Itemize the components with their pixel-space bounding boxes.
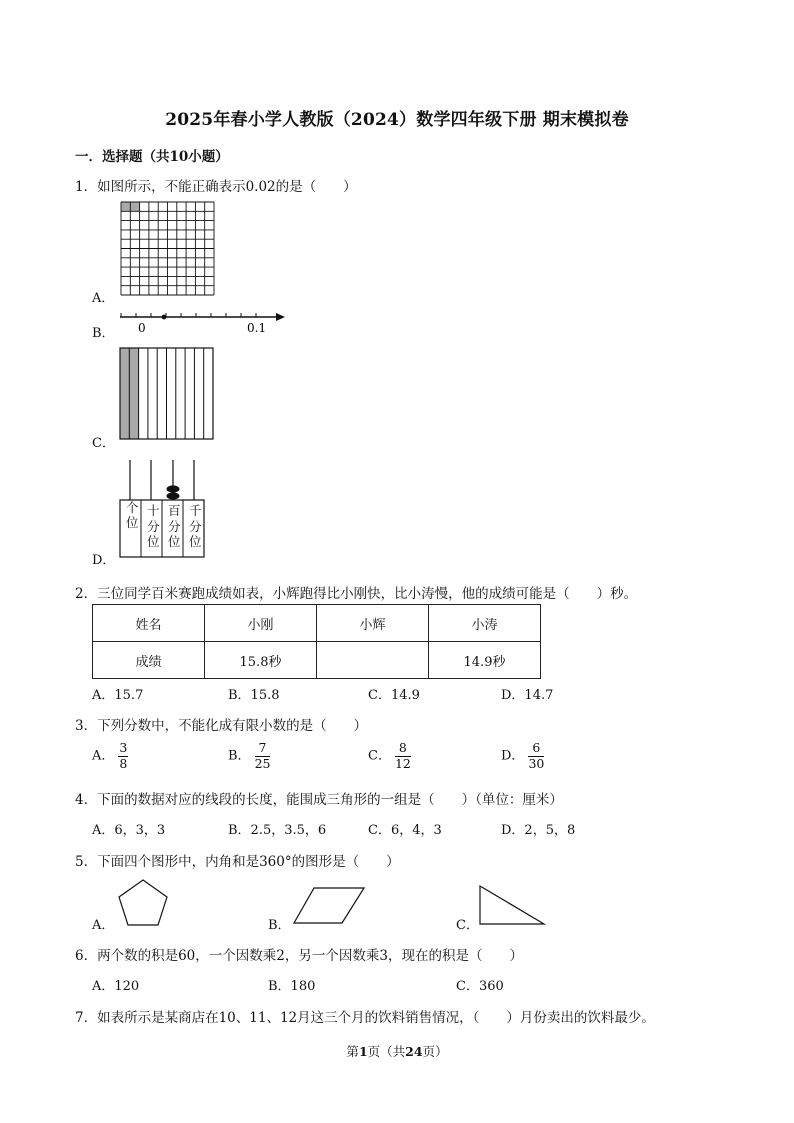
numerator: 3 [119, 740, 128, 755]
option-label: D． [501, 748, 525, 764]
footer-text: 页（共 [367, 1044, 406, 1059]
question-2-stem: 2．三位同学百米赛跑成绩如表，小辉跑得比小刚快，比小涛慢，他的成绩可能是（ ）秒。 [75, 586, 638, 602]
q2-option-d: D．14.7 [501, 688, 554, 703]
right-triangle-figure [477, 884, 547, 926]
q2-option-b: B．15.8 [228, 688, 280, 703]
q4-option-a: A．6，3，3 [92, 823, 166, 838]
denominator: 8 [119, 755, 128, 771]
shaded-cell [130, 202, 139, 211]
q4-option-b: B．2.5，3.5，6 [228, 823, 327, 838]
table-cell: 小刚 [205, 605, 317, 642]
q1-option-b-label: B． [92, 326, 115, 341]
q6-option-b: B．180 [268, 979, 316, 994]
denominator: 25 [254, 755, 271, 771]
abacus-place-ones: 个位 [126, 500, 139, 530]
abacus-place-hundredths: 百分位 [168, 503, 181, 549]
numerator: 6 [528, 742, 544, 757]
shaded-cell [121, 202, 130, 211]
page-title: 2025年春小学人教版（2024）数学四年级下册 期末模拟卷 [165, 110, 629, 130]
parallelogram-figure [292, 886, 366, 926]
q1-option-a-label: A． [92, 291, 115, 306]
number-line-figure [118, 308, 286, 338]
table-cell: 成绩 [93, 642, 205, 679]
denominator: 30 [528, 755, 545, 771]
fraction [395, 742, 411, 770]
option-label: B． [228, 748, 251, 764]
section-heading: 一．选择题（共10小题） [75, 149, 229, 165]
question-3-stem: 3．下列分数中，不能化成有限小数的是（ ） [75, 718, 368, 734]
fraction [528, 742, 544, 770]
fraction [255, 742, 271, 770]
hundred-grid-figure [120, 201, 215, 297]
q5-option-c-label: C． [456, 918, 479, 933]
q3-option-c [368, 742, 411, 770]
table-cell: 姓名 [93, 605, 205, 642]
number-line-point [162, 315, 167, 320]
denominator: 12 [394, 755, 411, 771]
question-5-stem: 5．下面四个图形中，内角和是360°的图形是（ ） [75, 854, 400, 870]
q4-option-d: D．2，5，8 [501, 823, 576, 838]
q2-option-a: A．15.7 [92, 688, 144, 703]
table-header-row [93, 605, 541, 642]
q3-option-b [228, 742, 270, 770]
table-cell: 15.8秒 [205, 642, 317, 679]
option-label: A． [92, 748, 115, 764]
footer-text: 页） [422, 1044, 448, 1059]
tenths-strips-figure [119, 347, 215, 441]
table-cell: 小辉 [317, 605, 429, 642]
q5-option-b-label: B． [268, 918, 291, 933]
footer-text: 第 [346, 1044, 359, 1059]
option-label: C． [368, 748, 391, 764]
table-cell: 14.9秒 [429, 642, 541, 679]
numerator: 7 [255, 742, 271, 757]
question-6-stem: 6．两个数的积是60，一个因数乘2，另一个因数乘3，现在的积是（ ） [75, 948, 523, 964]
fraction [118, 742, 128, 770]
q6-option-a: A．120 [92, 979, 140, 994]
q1-option-d-label: D． [92, 553, 116, 568]
number-line-end-label: 0.1 [247, 321, 267, 335]
table-cell: 小涛 [429, 605, 541, 642]
page-footer [0, 1042, 794, 1060]
page-number: 1 [358, 1044, 368, 1059]
abacus-place-thousandths: 千分位 [189, 503, 202, 549]
numerator: 8 [395, 742, 411, 757]
table-cell [317, 642, 429, 679]
q4-option-c: C．6，4，3 [368, 823, 442, 838]
pentagon-figure [116, 878, 170, 928]
q5-option-a-label: A． [92, 918, 115, 933]
race-results-table [92, 604, 541, 679]
abacus-bead [167, 492, 180, 499]
total-pages: 24 [405, 1044, 423, 1059]
abacus-bead [167, 485, 180, 492]
q1-option-c-label: C． [92, 436, 115, 451]
number-line-start-label: 0 [138, 321, 146, 335]
q2-option-c: C．14.9 [368, 688, 420, 703]
q3-option-d [501, 742, 544, 770]
table-row [93, 642, 541, 679]
abacus-place-tenths: 十分位 [147, 503, 160, 549]
q6-option-c: C．360 [456, 979, 504, 994]
question-1-stem: 1．如图所示，不能正确表示0.02的是（ ） [75, 179, 357, 195]
question-7-stem: 7．如表所示是某商店在10、11、12月这三个月的饮料销售情况，（ ）月份卖出的饮料最少。 [75, 1010, 655, 1026]
question-4-stem: 4．下面的数据对应的线段的长度，能围成三角形的一组是（ ）（单位：厘米） [75, 792, 563, 808]
q3-option-a [92, 742, 128, 770]
